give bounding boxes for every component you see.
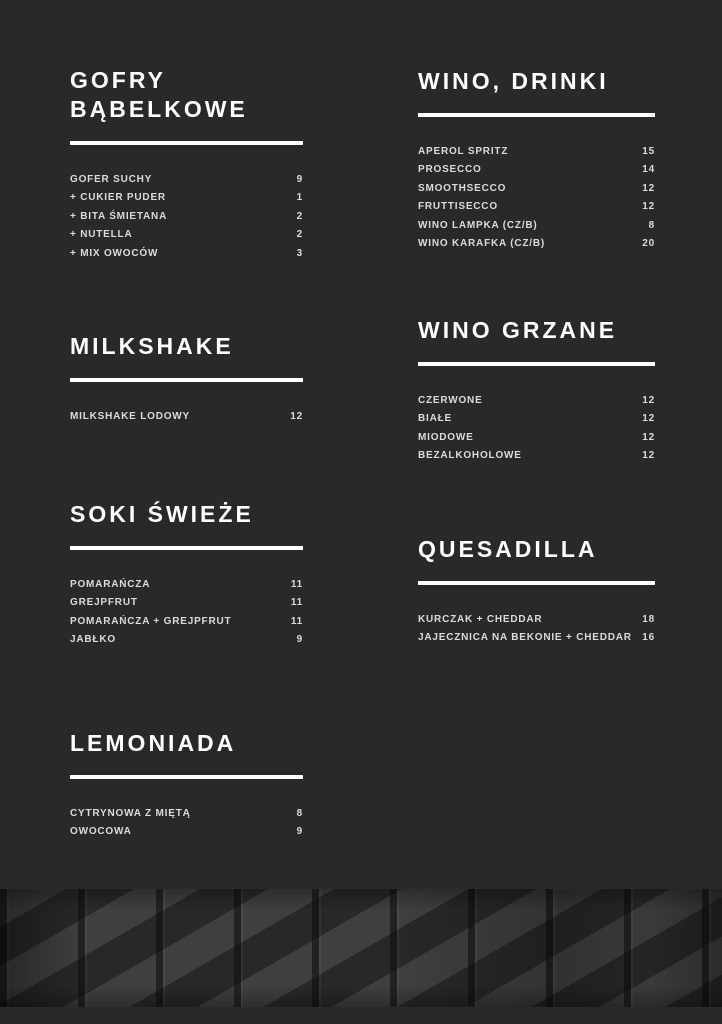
- item-price: 15: [642, 146, 655, 157]
- section-divider: [70, 775, 303, 779]
- item-name: JAJECZNICA NA BEKONIE + CHEDDAR: [418, 632, 632, 644]
- section-wino-drinki: [418, 67, 655, 253]
- item-price: 18: [642, 614, 655, 625]
- menu-item: [70, 408, 303, 426]
- section-items: [70, 805, 303, 842]
- section-items: [70, 576, 303, 650]
- item-name: WINO LAMPKA (CZ/B): [418, 219, 538, 231]
- item-price: 12: [642, 431, 655, 443]
- item-price: 12: [642, 201, 655, 213]
- item-name: POMARAŃCZA + GREJPFRUT: [70, 615, 232, 627]
- menu-item: [418, 198, 655, 216]
- item-name: GOFER SUCHY: [70, 174, 153, 185]
- item-name: + CUKIER PUDER: [70, 192, 166, 204]
- item-name: BEZALKOHOLOWE: [418, 450, 522, 462]
- item-name: CYTRYNOWA Z MIĘTĄ: [70, 808, 191, 819]
- item-name: KURCZAK + CHEDDAR: [418, 614, 543, 625]
- section-soki-swieze: [70, 500, 303, 650]
- item-name: MILKSHAKE LODOWY: [70, 411, 191, 422]
- item-name: OWOCOWA: [70, 826, 132, 838]
- item-name: WINO KARAFKA (CZ/B): [418, 238, 546, 250]
- item-name: CZERWONE: [418, 395, 483, 406]
- building-facade-photo: [0, 889, 722, 1007]
- section-title: WINO GRZANE: [418, 317, 618, 343]
- section-title: QUESADILLA: [418, 536, 598, 562]
- menu-item: [70, 576, 303, 594]
- item-price: 8: [648, 219, 655, 231]
- menu-item: [70, 226, 303, 244]
- item-name: SMOOTHSECCO: [418, 182, 507, 194]
- item-price: 12: [642, 182, 655, 194]
- section-divider: [70, 546, 303, 550]
- menu-item: [70, 171, 303, 189]
- item-name: FRUTTISECCO: [418, 201, 498, 213]
- section-title: SOKI ŚWIEŻE: [70, 501, 254, 527]
- section-title: LEMONIADA: [70, 730, 237, 756]
- section-divider: [70, 378, 303, 382]
- item-name: APEROL SPRITZ: [418, 146, 509, 157]
- item-price: 11: [290, 579, 303, 590]
- section-items: [418, 611, 655, 648]
- section-divider: [418, 362, 655, 366]
- section-divider: [70, 141, 303, 145]
- menu-item: [418, 161, 655, 179]
- item-price: 1: [296, 192, 303, 204]
- section-items: [418, 392, 655, 466]
- section-title: MILKSHAKE: [70, 333, 234, 359]
- menu-item: [70, 189, 303, 207]
- section-milkshake: [70, 332, 303, 426]
- item-price: 9: [296, 174, 303, 185]
- item-name: MIODOWE: [418, 431, 474, 443]
- item-price: 9: [296, 826, 303, 838]
- item-name: + NUTELLA: [70, 229, 133, 241]
- item-price: 11: [290, 615, 303, 627]
- menu-item: [70, 613, 303, 631]
- menu-item: [418, 611, 655, 629]
- item-price: 12: [642, 413, 655, 425]
- menu-item: [418, 180, 655, 198]
- section-lemoniada: [70, 729, 303, 842]
- item-name: PROSECCO: [418, 164, 482, 176]
- menu-item: [418, 447, 655, 465]
- menu-item: [418, 392, 655, 410]
- section-gofry-babelkowe: [70, 66, 303, 263]
- menu-item: [418, 410, 655, 428]
- item-price: 2: [296, 210, 303, 222]
- item-price: 11: [290, 597, 303, 609]
- item-price: 2: [296, 229, 303, 241]
- menu-item: [70, 823, 303, 841]
- item-name: + MIX OWOCÓW: [70, 247, 159, 259]
- menu-item: [418, 629, 655, 647]
- section-title: WINO, DRINKI: [418, 68, 609, 94]
- item-name: BIAŁE: [418, 413, 452, 425]
- section-items: [70, 171, 303, 263]
- section-quesadilla: [418, 535, 655, 648]
- item-name: GREJPFRUT: [70, 597, 138, 609]
- item-price: 16: [642, 632, 655, 644]
- menu-item: [70, 805, 303, 823]
- menu-item: [418, 235, 655, 253]
- item-price: 12: [642, 450, 655, 462]
- item-price: 9: [296, 634, 303, 646]
- item-price: 12: [642, 395, 655, 406]
- menu-item: [70, 631, 303, 649]
- menu-item: [418, 217, 655, 235]
- item-price: 12: [290, 411, 303, 422]
- section-wino-grzane: [418, 316, 655, 466]
- item-price: 3: [296, 247, 303, 259]
- menu-item: [418, 143, 655, 161]
- item-price: 20: [642, 238, 655, 250]
- section-items: [70, 408, 303, 426]
- item-name: + BITA ŚMIETANA: [70, 210, 168, 222]
- menu-item: [70, 594, 303, 612]
- menu-item: [70, 208, 303, 226]
- section-divider: [418, 581, 655, 585]
- section-divider: [418, 113, 655, 117]
- item-name: POMARAŃCZA: [70, 579, 151, 590]
- item-price: 8: [296, 808, 303, 819]
- menu-item: [418, 429, 655, 447]
- item-name: JABŁKO: [70, 634, 116, 646]
- section-title: GOFRY BĄBELKOWE: [70, 67, 248, 122]
- section-items: [418, 143, 655, 253]
- item-price: 14: [642, 164, 655, 176]
- menu-item: [70, 245, 303, 263]
